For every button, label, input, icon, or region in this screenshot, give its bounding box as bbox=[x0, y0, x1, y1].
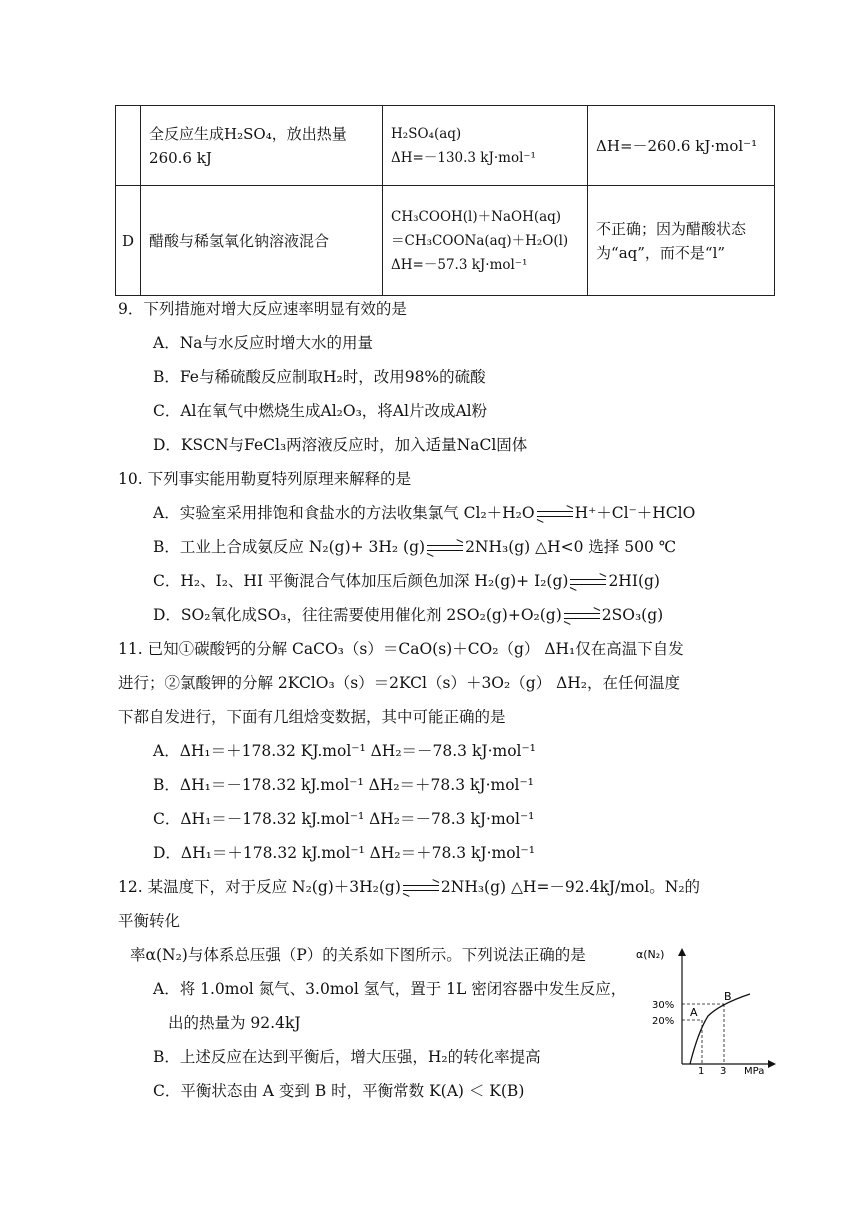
q9-option-a: A．Na与水反应时增大水的用量 bbox=[153, 334, 373, 352]
thermochem-table bbox=[115, 105, 775, 296]
table-row bbox=[116, 106, 775, 186]
option-text: D．SO₂氧化成SO₃，往往需要使用催化剂 2SO₂(g)+O₂(g) bbox=[153, 606, 562, 624]
y-axis-arrow-icon bbox=[678, 948, 686, 956]
question-12-line1 bbox=[118, 876, 700, 898]
option-text: B．工业上合成氨反应 N₂(g)+ 3H₂ (g) bbox=[153, 538, 426, 556]
q10-option-b bbox=[153, 536, 676, 558]
point-a-label: A bbox=[690, 1006, 698, 1019]
table-cell: 不正确；因为醋酸状态为“aq”，而不是“l” bbox=[588, 186, 775, 296]
x-tick-label: 1 bbox=[698, 1066, 705, 1074]
q9-option-b: B．Fe与稀硫酸反应制取H₂时，改用98%的硫酸 bbox=[153, 368, 486, 386]
table-cell bbox=[383, 186, 588, 296]
q12-option-b: B．上述反应在达到平衡后，增大压强，H₂的转化率提高 bbox=[153, 1048, 541, 1066]
question-11-line3: 下都自发进行，下面有几组焓变数据，其中可能正确的是 bbox=[118, 708, 506, 726]
stem-text: 2NH₃(g) △H=－92.4kJ/mol。N₂的 bbox=[440, 878, 701, 896]
x-axis-arrow-icon bbox=[768, 1060, 776, 1068]
table-row bbox=[116, 186, 775, 296]
equation-line: ΔH=－130.3 kJ·mol⁻¹ bbox=[391, 149, 536, 166]
q10-option-c bbox=[153, 570, 660, 592]
equilibrium-arrow-icon bbox=[537, 508, 573, 520]
table-cell bbox=[116, 106, 141, 186]
conversion-curve bbox=[690, 994, 750, 1064]
stem-text: 12. 某温度下，对于反应 N₂(g)＋3H₂(g) bbox=[118, 878, 401, 896]
table-cell bbox=[383, 106, 588, 186]
q10-option-d bbox=[153, 604, 663, 626]
x-axis-label: MPa bbox=[744, 1066, 765, 1074]
option-text: A．实验室采用排饱和食盐水的方法收集氯气 Cl₂＋H₂O bbox=[153, 504, 535, 522]
question-12-line3: 率α(N₂)与体系总压强（P）的关系如下图所示。下列说法正确的是 bbox=[130, 946, 586, 964]
y-axis-label: α(N₂) bbox=[636, 948, 665, 961]
table-cell: 醋酸与稀氢氧化钠溶液混合 bbox=[141, 186, 383, 296]
q9-option-d: D．KSCN与FeCl₃两溶液反应时，加入适量NaCl固体 bbox=[153, 436, 528, 454]
option-text: 2NH₃(g) △H<0 选择 500 ℃ bbox=[465, 538, 677, 556]
table-cell: ΔH=－260.6 kJ·mol⁻¹ bbox=[588, 106, 775, 186]
question-11-line2: 进行；②氯酸钾的分解 2KClO₃（s）＝2KCl（s）＋3O₂（g） ΔH₂，在任何温度 bbox=[118, 674, 680, 692]
q11-option-c: C．ΔH₁＝－178.32 kJ.mol⁻¹ ΔH₂＝－78.3 kJ·mol⁻¹ bbox=[153, 810, 535, 828]
question-11-line1: 11. 已知①碳酸钙的分解 CaCO₃（s）＝CaO(s)＋CO₂（g） ΔH₁仅在高温下自发 bbox=[118, 640, 684, 658]
q11-option-a: A．ΔH₁＝＋178.32 KJ.mol⁻¹ ΔH₂＝－78.3 kJ·mol⁻¹ bbox=[153, 742, 536, 760]
q11-option-d: D．ΔH₁＝＋178.32 kJ.mol⁻¹ ΔH₂＝＋78.3 kJ·mol⁻¹ bbox=[153, 844, 535, 862]
x-tick-label: 3 bbox=[720, 1066, 727, 1074]
q12-option-a-cont: 出的热量为 92.4kJ bbox=[168, 1014, 301, 1032]
equation-line: ΔH=－57.3 kJ·mol⁻¹ bbox=[391, 256, 528, 273]
equation-line: CH₃COOH(l)＋NaOH(aq) bbox=[391, 208, 562, 225]
question-9-stem: 9．下列措施对增大反应速率明显有效的是 bbox=[118, 300, 407, 318]
question-10-stem: 10. 下列事实能用勒夏特列原理来解释的是 bbox=[118, 470, 412, 488]
q12-option-c: C．平衡状态由 A 变到 B 时，平衡常数 K(A) ＜ K(B) bbox=[153, 1082, 525, 1100]
point-b-label: B bbox=[724, 990, 732, 1003]
option-text: H⁺＋Cl⁻＋HClO bbox=[574, 504, 696, 522]
option-text: C．H₂、I₂、HI 平衡混合气体加压后颜色加深 H₂(g)+ I₂(g) bbox=[153, 572, 569, 590]
equilibrium-arrow-icon bbox=[403, 882, 439, 894]
q10-option-a bbox=[153, 502, 695, 524]
table-cell: D bbox=[116, 186, 141, 296]
equation-line: ＝CH₃COONa(aq)＋H₂O(l) bbox=[391, 232, 569, 249]
equilibrium-arrow-icon bbox=[427, 542, 463, 554]
equation-line: H₂SO₄(aq) bbox=[391, 125, 462, 142]
conversion-pressure-graph bbox=[632, 944, 782, 1074]
table-cell: 全反应生成H₂SO₄，放出热量260.6 kJ bbox=[141, 106, 383, 186]
option-text: 2HI(g) bbox=[608, 572, 660, 590]
q12-option-a: A．将 1.0mol 氮气、3.0mol 氢气，置于 1L 密闭容器中发生反应， bbox=[153, 980, 627, 998]
question-12-line2: 平衡转化 bbox=[118, 912, 181, 930]
y-tick-label: 30% bbox=[652, 1000, 675, 1011]
y-tick-label: 20% bbox=[652, 1016, 675, 1027]
option-text: 2SO₃(g) bbox=[601, 606, 664, 624]
equilibrium-arrow-icon bbox=[570, 576, 606, 588]
q9-option-c: C．Al在氧气中燃烧生成Al₂O₃，将Al片改成Al粉 bbox=[153, 402, 488, 420]
equilibrium-arrow-icon bbox=[564, 610, 600, 622]
q11-option-b: B．ΔH₁＝－178.32 kJ.mol⁻¹ ΔH₂＝＋78.3 kJ·mol⁻¹ bbox=[153, 776, 534, 794]
